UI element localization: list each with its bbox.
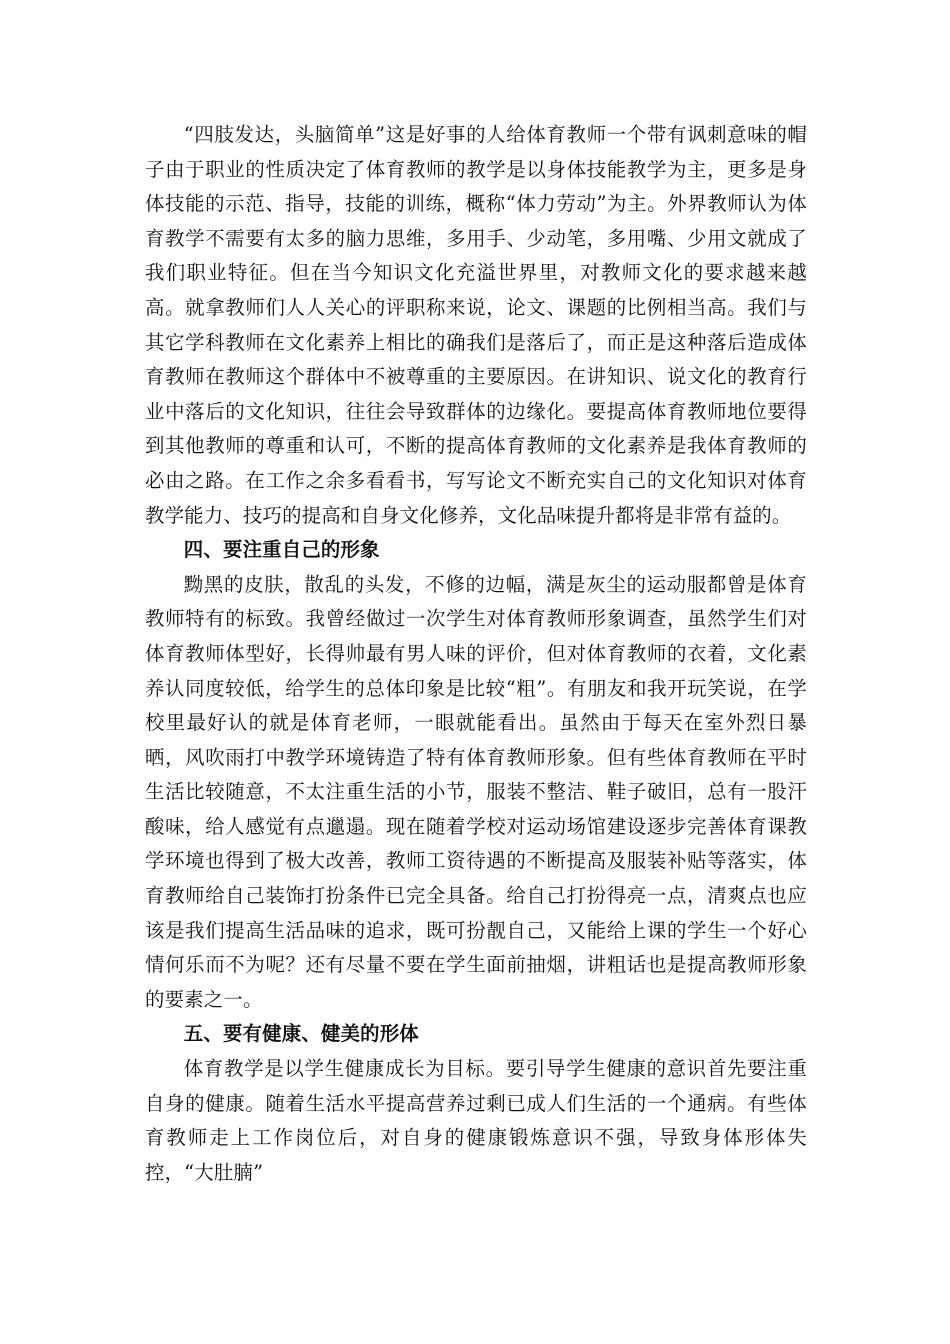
document-page [145,118,807,1190]
paragraph-health: 体育教学是以学生健康成长为目标。要引导学生健康的意识首先要注重自身的健康。随着生活水平提高营养过剩已成人们生活的一个通病。有些体育教师走上工作岗位后，对自身的健康锻炼意识不强，导致身体形体失控，“大肚腩” [145,1057,807,1184]
paragraph-intellectual-culture: “四肢发达，头脑简单”这是好事的人给体育教师一个带有讽刺意味的帽子由于职业的性质决定了体育教师的教学是以身体技能教学为主，更多是身体技能的示范、指导，技能的训练，概称“体力劳动”为主。外界教师认为体育教学不需要有太多的脑力思维，多用手、少动笔，多用嘴、少用文就成了我们职业特征。但在当今知识文化充溢世界里，对教师文化的要求越来越高。就拿教师们人人关心的评职称来说，论文、课题的比例相当高。我们与其它学科教师在文化素养上相比的确我们是落后了，而正是这种落后造成体育教师在教师这个群体中不被尊重的主要原因。在讲知识、说文化的教育行业中落后的文化知识，往往会导致群体的边缘化。要提高体育教师地位要得到其他教师的尊重和认可，不断的提高体育教师的文化素养是我体育教师的必由之路。在工作之余多看看书，写写论文不断充实自己的文化知识对体育教学能力、技巧的提高和自身文化修养，文化品味提升都将是非常有益的。 [145,123,807,527]
paragraph-appearance: 黝黑的皮肤，散乱的头发，不修的边幅，满是灰尘的运动服都曾是体育教师特有的标致。我曾经做过一次学生对体育教师形象调查，虽然学生们对体育教师体型好，长得帅最有男人味的评价，但对体育教师的衣着，文化素养认同度较低，给学生的总体印象是比较“粗”。有朋友和我开玩笑说，在学校里最好认的就是体育老师，一眼就能看出。虽然由于每天在室外烈日暴晒，风吹雨打中教学环境铸造了特有体育教师形象。但有些体育教师在平时生活比较随意，不太注重生活的小节，服装不整洁、鞋子破旧，总有一股汗酸味，给人感觉有点邋遢。现在随着学校对运动场馆建设逐步完善体育课教学环境也得到了极大改善，教师工资待遇的不断提高及服装补贴等落实，体育教师给自己装饰打扮条件已完全具备。给自己打扮得亮一点，清爽点也应该是我们提高生活品味的追求，既可扮靓自己，又能给上课的学生一个好心情何乐而不为呢？还有尽量不要在学生面前抽烟，讲粗话也是提高教师形象的要素之一。 [145,572,807,1011]
section-heading-physique: 五、要有健康、健美的形体 [183,1022,419,1046]
section-heading-image: 四、要注重自己的形象 [183,538,380,562]
